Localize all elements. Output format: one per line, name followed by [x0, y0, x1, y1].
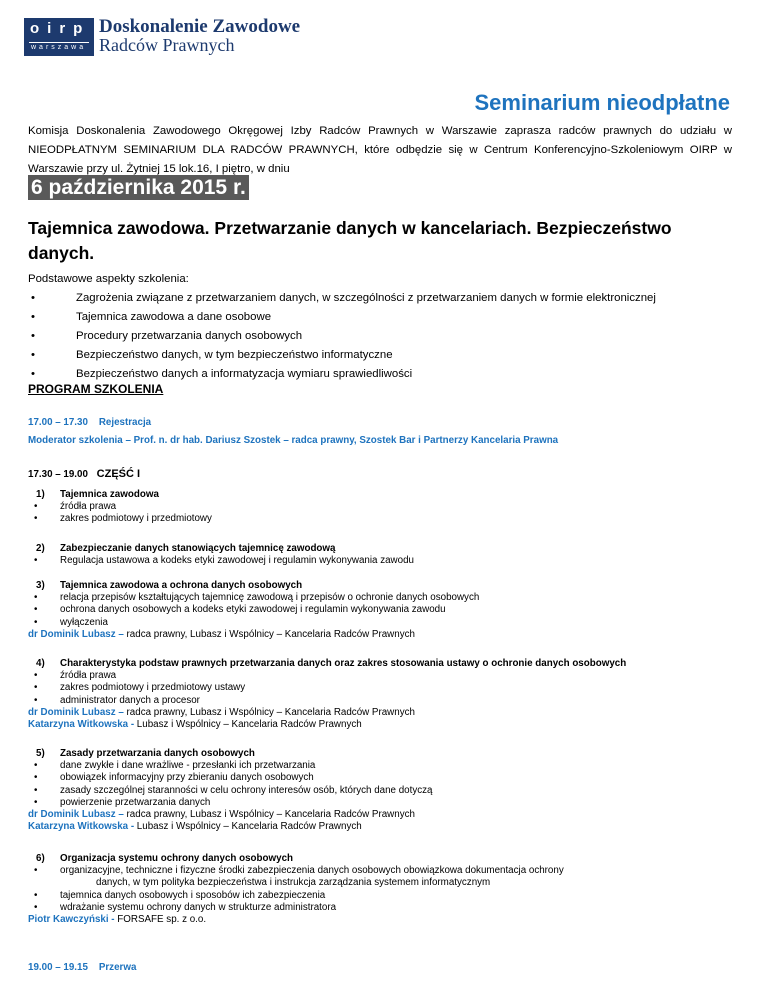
- break-label: Przerwa: [98, 962, 137, 973]
- list-item: • zakres podmiotowy i przedmiotowy: [34, 513, 212, 525]
- program-section-5: 5) Zasady przetwarzania danych osobowych • dane zwykłe i dane wrażliwe - przesłanki ich przetwarzania • obowiązek informacyjny przy zbieraniu danych osobowych • zasady szczególnej staranności w celu ochrony interesów osób, których dane dotyczą • powierzenie przetwarzania danych dr Dominik Lubasz – radca prawny, Lubasz i Wspólnicy – Kancelaria Radców Prawnych Katarzyna Witkowska - Lubasz i Wspólnicy – Kancelaria Radców Prawnych: [48, 748, 738, 833]
- aspects-heading: Podstawowe aspekty szkolenia:: [28, 273, 189, 285]
- logo-line1: Doskonalenie Zawodowe: [99, 16, 301, 37]
- speaker-line: dr Dominik Lubasz – radca prawny, Lubasz i Wspólnicy – Kancelaria Radców Prawnych: [28, 706, 415, 718]
- speaker-line: dr Dominik Lubasz – radca prawny, Lubasz i Wspólnicy – Kancelaria Radców Prawnych: [28, 628, 415, 640]
- list-item: • ochrona danych osobowych a kodeks etyki zawodowej i regulamin wykonywania zawodu: [34, 604, 446, 616]
- list-item: • Procedury przetwarzania danych osobowych: [31, 330, 303, 342]
- list-item: • administrator danych a procesor: [34, 694, 200, 706]
- list-item: • Regulacja ustawowa a kodeks etyki zawodowej i regulamin wykonywania zawodu: [34, 555, 414, 567]
- program-section-2: 2) Zabezpieczanie danych stanowiących tajemnicę zawodową • Regulacja ustawowa a kodeks etyki zawodowej i regulamin wykonywania zawodu: [48, 543, 738, 567]
- list-item: • dane zwykłe i dane wrażliwe - przesłanki ich przetwarzania: [34, 760, 316, 772]
- part1-heading: [28, 468, 140, 480]
- section-title: Tajemnica zawodowa a ochrona danych osobowych: [60, 580, 303, 591]
- list-item: • relacja przepisów kształtujących tajemnicę zawodową i przepisów o ochronie danych osobowych: [34, 592, 480, 604]
- speaker-line: dr Dominik Lubasz – radca prawny, Lubasz i Wspólnicy – Kancelaria Radców Prawnych: [28, 809, 415, 821]
- seminar-subject: Tajemnica zawodowa. Przetwarzanie danych w kancelariach. Bezpieczeństwo danych.: [28, 218, 672, 263]
- list-item: • zasady szczególnej staranności w celu ochrony interesów osób, których dane dotyczą: [34, 784, 433, 796]
- list-item: • tajemnica danych osobowych i sposobów ich zabezpieczenia: [34, 889, 326, 901]
- list-item: • źródła prawa: [34, 501, 117, 513]
- event-date: 6 października 2015 r.: [28, 175, 249, 200]
- list-item: • wyłączenia: [34, 616, 108, 628]
- list-item: • zakres podmiotowy i przedmiotowy ustawy: [34, 682, 246, 694]
- logo-emblem: [24, 18, 94, 56]
- list-item: • powierzenie przetwarzania danych: [34, 796, 211, 808]
- program-section-1: 1) Tajemnica zawodowa • źródła prawa • zakres podmiotowy i przedmiotowy: [48, 489, 738, 526]
- list-item: • organizacyjne, techniczne i fizyczne środki zabezpieczenia danych osobowych obowiązkowa dokumentacja ochrony: [34, 865, 564, 877]
- list-item: • wdrażanie systemu ochrony danych w strukturze administratora: [34, 901, 337, 913]
- break-time: 19.00 – 19.15: [28, 962, 88, 973]
- logo-divider: [29, 42, 89, 43]
- registration-time: 17.00 – 17.30: [28, 417, 88, 428]
- aspects-list: [28, 270, 656, 384]
- list-item-continuation: danych, w tym polityka bezpieczeństwa i instrukcja zarządzania systemem informatycznym: [96, 877, 491, 889]
- list-item: • źródła prawa: [34, 670, 117, 682]
- program-section-6: 6) Organizacja systemu ochrony danych osobowych • organizacyjne, techniczne i fizyczne środki zabezpieczenia danych osobowych obowiązkowa dokumentacja ochrony danych, w tym polityka bezpieczeństwa i instrukcja zarządzania systemem informatycznym • tajemnica danych osobowych i sposobów ich zabezpieczenia • wdrażanie systemu ochrony danych w strukturze administratora Piotr Kawczyński - FORSAFE sp. z o.o.: [48, 853, 738, 926]
- list-item: • Zagrożenia związane z przetwarzaniem danych, w szczególności z przetwarzaniem danych w formie elektronicznej: [31, 292, 656, 304]
- section-title: Charakterystyka podstaw prawnych przetwarzania danych oraz zakres stosowania ustawy o ochronie danych osobowych: [60, 658, 627, 669]
- registration-label: Rejestracja: [98, 417, 152, 428]
- logo-line2: Radców Prawnych: [99, 35, 235, 55]
- list-item: • Tajemnica zawodowa a dane osobowe: [31, 311, 272, 323]
- section-title: Zabezpieczanie danych stanowiących tajemnicę zawodową: [60, 543, 336, 554]
- list-item: • obowiązek informacyjny przy zbieraniu danych osobowych: [34, 772, 314, 784]
- list-item: • Bezpieczeństwo danych a informatyzacja wymiaru sprawiedliwości: [31, 368, 413, 380]
- logo-emblem-text: oirp: [30, 20, 91, 37]
- speaker-line: Katarzyna Witkowska - Lubasz i Wspólnicy – Kancelaria Radców Prawnych: [28, 719, 362, 731]
- section-title: Zasady przetwarzania danych osobowych: [60, 748, 255, 759]
- break-line: [28, 961, 136, 974]
- logo-emblem-subtext: warszawa: [31, 44, 87, 51]
- speaker-line: Katarzyna Witkowska - Lubasz i Wspólnicy – Kancelaria Radców Prawnych: [28, 821, 362, 833]
- page-title: Seminarium nieodpłatne: [474, 90, 730, 115]
- list-item: • Bezpieczeństwo danych, w tym bezpieczeństwo informatyczne: [31, 349, 393, 361]
- program-section-4: 4) Charakterystyka podstaw prawnych przetwarzania danych oraz zakres stosowania ustawy o ochronie danych osobowych • źródła prawa • zakres podmiotowy i przedmiotowy ustawy • administrator danych a procesor dr Dominik Lubasz – radca prawny, Lubasz i Wspólnicy – Kancelaria Radców Prawnych Katarzyna Witkowska - Lubasz i Wspólnicy – Kancelaria Radców Prawnych: [48, 658, 738, 731]
- part1-label: CZĘŚĆ I: [96, 468, 141, 480]
- section-title: Tajemnica zawodowa: [60, 489, 159, 500]
- section-title: Organizacja systemu ochrony danych osobowych: [60, 853, 294, 864]
- program-heading: PROGRAM SZKOLENIA: [28, 382, 164, 396]
- oirp-logo: [24, 18, 300, 56]
- logo-wordmark: [99, 17, 300, 55]
- program-section-3: 3) Tajemnica zawodowa a ochrona danych osobowych • relacja przepisów kształtujących tajemnicę zawodową i przepisów o ochronie danych osobowych • ochrona danych osobowych a kodeks etyki zawodowej i regulamin wykonywania zawodu • wyłączenia dr Dominik Lubasz – radca prawny, Lubasz i Wspólnicy – Kancelaria Radców Prawnych: [48, 580, 738, 641]
- registration-line: [28, 416, 151, 429]
- part1-time: 17.30 – 19.00: [28, 469, 88, 480]
- moderator-line: Moderator szkolenia – Prof. n. dr hab. Dariusz Szostek – radca prawny, Szostek Bar i Partnerzy Kancelaria Prawna: [28, 435, 559, 446]
- speaker-line: Piotr Kawczyński - FORSAFE sp. z o.o.: [28, 914, 207, 926]
- intro-paragraph: Komisja Doskonalenia Zawodowego Okręgowej Izby Radców Prawnych w Warszawie zaprasza radców prawnych do udziału w NIEODPŁATNYM SEMINARIUM DLA RADCÓW PRAWNYCH, które odbędzie się w Centrum Konferencyjno-Szkoleniowym OIRP w Warszawie przy ul. Żytniej 15 lok.16, I piętro, w dniu: [28, 125, 732, 175]
